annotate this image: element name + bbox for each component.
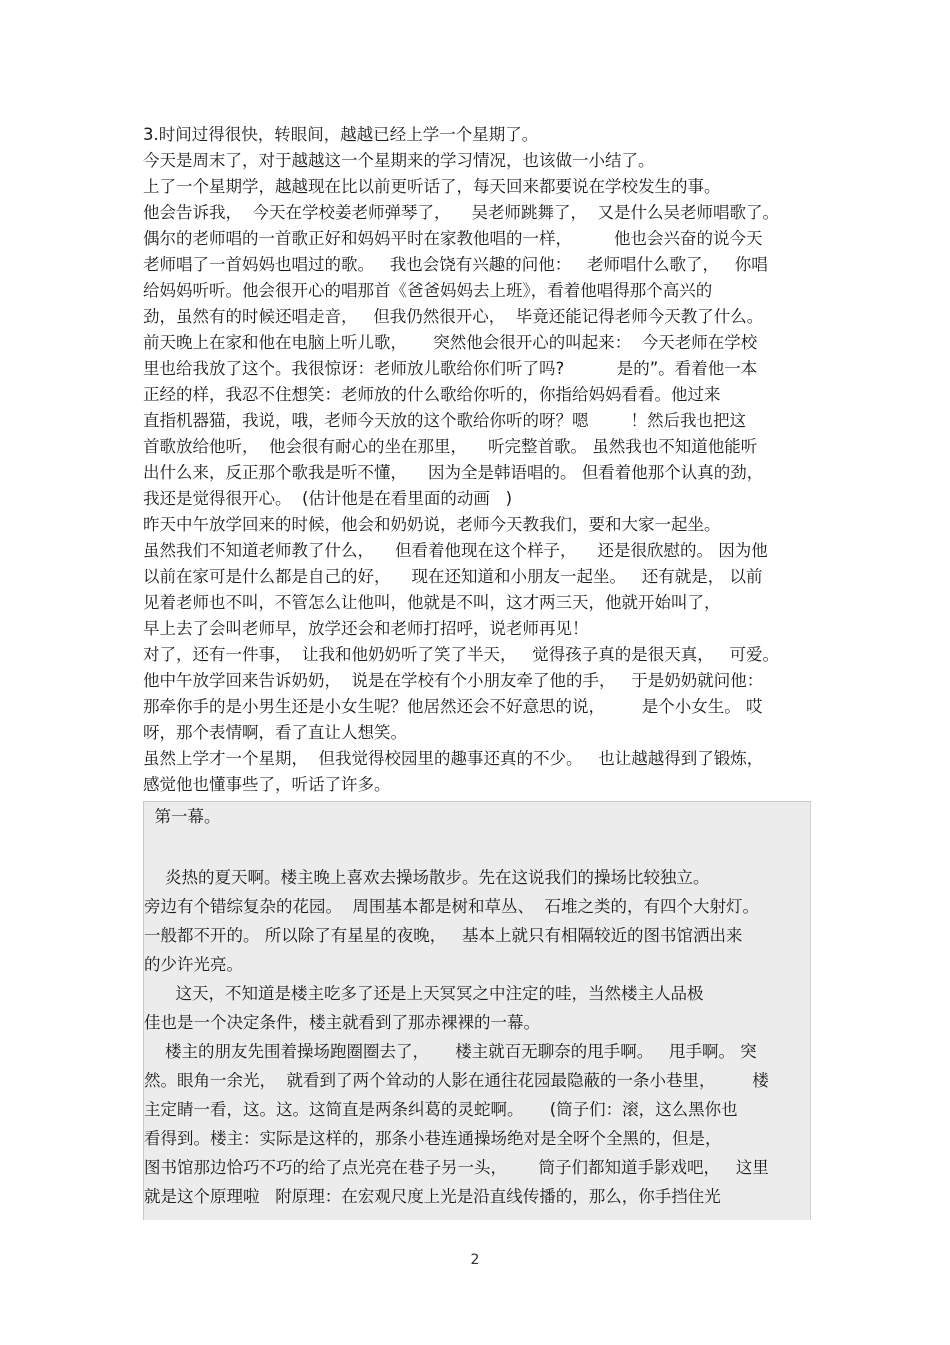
text-line: 见着老师也不叫，不管怎么让他叫，他就是不叫，这才两三天，他就开始叫了， <box>143 593 721 612</box>
text-line: 一般都不开的。 所以除了有星星的夜晚， 基本上就只有相隔较近的图书馆洒出来 <box>144 926 743 945</box>
text-line: 出什么来，反正那个歌我是听不懂， 因为全是韩语唱的。 但看着他那个认真的劲， <box>143 463 764 482</box>
text-line: 以前在家可是什么都是自己的好， 现在还知道和小朋友一起坐。 还有就是， 以前 <box>143 567 763 586</box>
text-line: 然。眼角一余光， 就看到了两个耸动的人影在通往花园最隐蔽的一条小巷里， 楼 <box>144 1071 769 1090</box>
text-line: 今天是周末了，对于越越这一个星期来的学习情况，也该做一小结了。 <box>143 151 655 170</box>
text-line: 图书馆那边恰巧不巧的给了点光亮在巷子另一头， 筒子们都知道手影戏吧， 这里 <box>144 1158 769 1177</box>
text-line: 3.时间过得很快，转眼间，越越已经上学一个星期了。 <box>143 125 539 144</box>
text-line: 这天，不知道是楼主吃多了还是上天冥冥之中注定的哇，当然楼主人品极 <box>144 984 704 1003</box>
text-line: 就是这个原理啦 附原理：在宏观尺度上光是沿直线传播的，那么，你手挡住光 <box>144 1187 721 1206</box>
text-line: 正经的样，我忍不住想笑：老师放的什么歌给你听的，你指给妈妈看看。他过来 <box>143 385 721 404</box>
text-line: 楼主的朋友先围着操场跑圈圈去了， 楼主就百无聊奈的甩手啊。 甩手啊。 突 <box>144 1042 757 1061</box>
text-line: 对了，还有一件事， 让我和他奶奶听了笑了半天， 觉得孩子真的是很天真， 可爱。 <box>143 645 779 664</box>
text-line: 虽然上学才一个星期， 但我觉得校园里的趣事还真的不少。 也让越越得到了锻炼， <box>143 749 764 768</box>
shaded-text-content <box>144 802 810 1211</box>
text-line: 他会告诉我， 今天在学校姜老师弹琴了， 吴老师跳舞了， 又是什么吴老师唱歌了。 <box>143 203 779 222</box>
page-number: 2 <box>470 1252 480 1268</box>
shaded-text-box <box>143 801 811 1220</box>
text-line: 主定睛一看，这。这。这简直是两条纠葛的灵蛇啊。 (筒子们：滚，这么黑你也 <box>144 1100 738 1119</box>
text-line: 偶尔的老师唱的一首歌正好和妈妈平时在家教他唱的一样， 他也会兴奋的说今天 <box>143 229 763 248</box>
text-line: 昨天中午放学回来的时候，他会和奶奶说，老师今天教我们，要和大家一起坐。 <box>143 515 721 534</box>
text-line: 炎热的夏天啊。楼主晚上喜欢去操场散步。先在这说我们的操场比较独立。 <box>144 868 710 887</box>
text-line: 前天晚上在家和他在电脑上听儿歌， 突然他会很开心的叫起来： 今天老师在学校 <box>143 333 758 352</box>
text-line: 那牵你手的是小男生还是小女生呢？他居然还会不好意思的说， 是个小女生。 哎 <box>143 697 763 716</box>
text-line: 早上去了会叫老师早，放学还会和老师打招呼，说老师再见！ <box>143 619 589 638</box>
section-heading: 第一幕。 <box>144 807 221 826</box>
main-text-block <box>143 122 823 798</box>
paragraph-gap <box>144 831 810 863</box>
text-line: 上了一个星期学，越越现在比以前更听话了，每天回来都要说在学校发生的事。 <box>143 177 721 196</box>
text-line: 劲，虽然有的时候还唱走音， 但我仍然很开心， 毕竟还能记得老师今天教了什么。 <box>143 307 764 326</box>
text-line: 我还是觉得很开心。 (估计他是在看里面的动画 ) <box>143 489 513 508</box>
text-line: 旁边有个错综复杂的花园。 周围基本都是树和草丛、 石堆之类的，有四个大射灯。 <box>144 897 759 916</box>
text-line: 佳也是一个决定条件，楼主就看到了那赤裸裸的一幕。 <box>144 1013 540 1032</box>
text-line: 感觉他也懂事些了，听话了许多。 <box>143 775 391 794</box>
text-line: 直指机器猫，我说，哦，老师今天放的这个歌给你听的呀？嗯 ！然后我也把这 <box>143 411 746 430</box>
text-line: 的少许光亮。 <box>144 955 243 974</box>
text-line: 他中午放学回来告诉奶奶， 说是在学校有个小朋友牵了他的手， 于是奶奶就问他： <box>143 671 764 690</box>
text-line: 给妈妈听听。他会很开心的唱那首《爸爸妈妈去上班》，看着他唱得那个高兴的 <box>143 281 713 300</box>
text-line: 呀，那个表情啊，看了直让人想笑。 <box>143 723 407 742</box>
text-line: 看得到。楼主：实际是这样的，那条小巷连通操场绝对是全呀个全黑的，但是， <box>144 1129 722 1148</box>
text-line: 里也给我放了这个。我很惊讶：老师放儿歌给你们听了吗? 是的”。看着他一本 <box>143 359 758 378</box>
text-line: 虽然我们不知道老师教了什么， 但看着他现在这个样子， 还是很欣慰的。 因为他 <box>143 541 768 560</box>
text-line: 老师唱了一首妈妈也唱过的歌。 我也会饶有兴趣的问他： 老师唱什么歌了， 你唱 <box>143 255 768 274</box>
text-line: 首歌放给他听， 他会很有耐心的坐在那里， 听完整首歌。 虽然我也不知道他能听 <box>143 437 758 456</box>
